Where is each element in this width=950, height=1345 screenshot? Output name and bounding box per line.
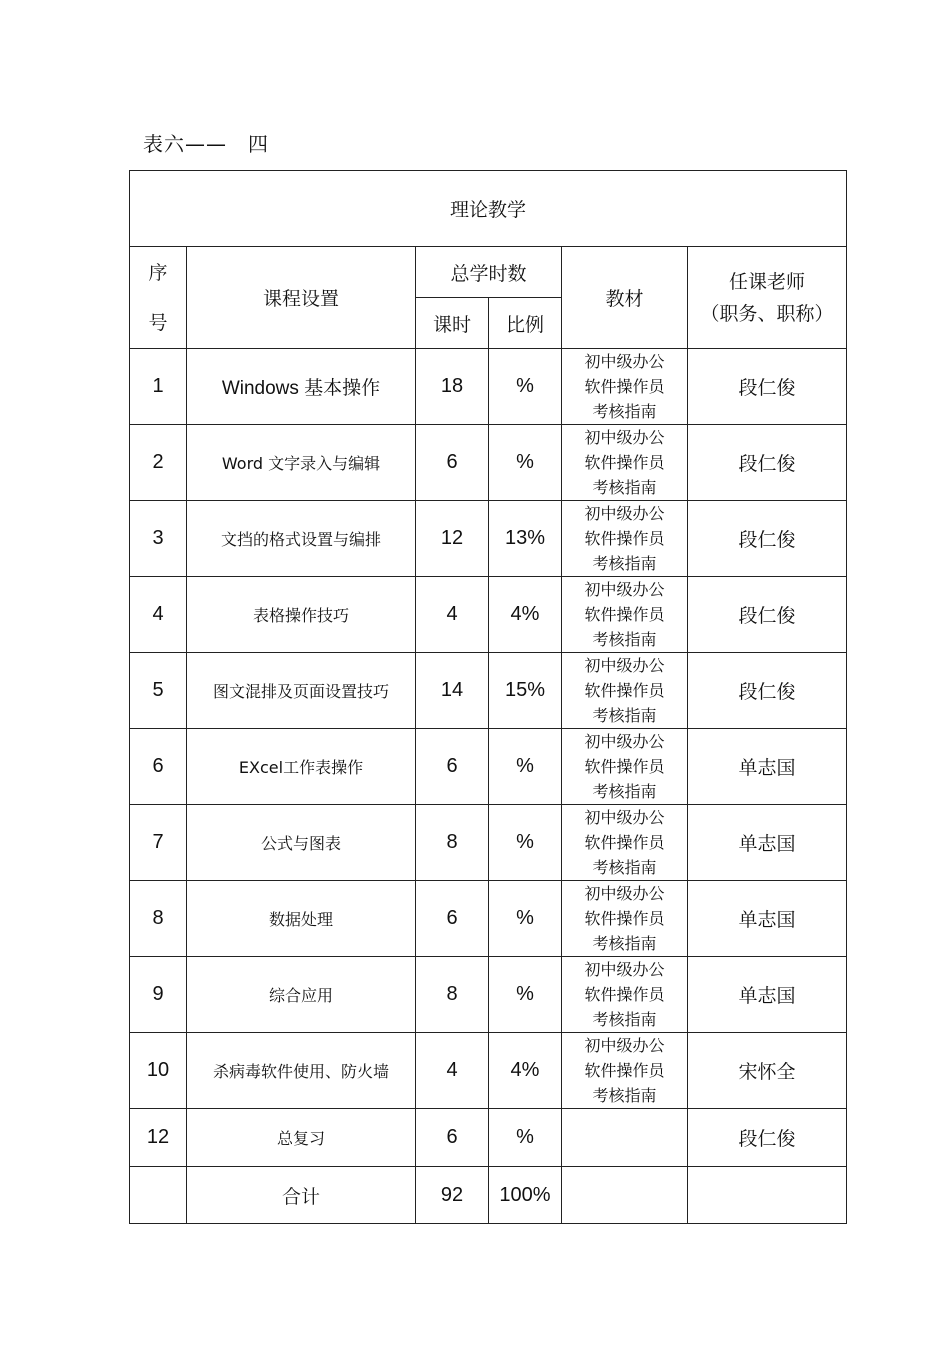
row-teacher: 段仁俊 [688, 501, 847, 577]
row-seq: 3 [130, 501, 187, 577]
row-teacher: 段仁俊 [688, 425, 847, 501]
row-ratio: 13% [489, 501, 562, 577]
row-ratio: % [489, 881, 562, 957]
textbook-line: 初中级办公 [584, 428, 665, 447]
total-seq [130, 1167, 187, 1224]
row-seq: 5 [130, 653, 187, 729]
row-ratio: % [489, 729, 562, 805]
total-ratio: 100% [489, 1167, 562, 1224]
row-hours: 18 [416, 349, 489, 425]
textbook-line: 初中级办公 [584, 808, 665, 827]
band-title: 理论教学 [130, 171, 847, 247]
table-row [130, 805, 847, 881]
row-textbook [562, 577, 688, 653]
row-teacher: 单志国 [688, 729, 847, 805]
row-ratio: 15% [489, 653, 562, 729]
row-textbook [562, 881, 688, 957]
textbook-line: 初中级办公 [584, 960, 665, 979]
row-textbook [562, 729, 688, 805]
header-teacher-line2: （职务、职称） [700, 302, 834, 325]
row-teacher: 单志国 [688, 957, 847, 1033]
row-hours: 12 [416, 501, 489, 577]
textbook-line: 考核指南 [592, 554, 657, 573]
row-ratio: 4% [489, 577, 562, 653]
textbook-line: 软件操作员 [584, 377, 665, 396]
row-textbook [562, 1033, 688, 1109]
row-ratio: % [489, 425, 562, 501]
table-row [130, 957, 847, 1033]
table-row [130, 349, 847, 425]
row-course: 图文混排及页面设置技巧 [187, 653, 416, 729]
row-textbook [562, 501, 688, 577]
row-ratio: % [489, 349, 562, 425]
total-row [130, 1167, 847, 1224]
textbook-line: 软件操作员 [584, 909, 665, 928]
table-caption: 表六—— 四 [143, 132, 269, 156]
row-hours: 8 [416, 805, 489, 881]
row-seq: 10 [130, 1033, 187, 1109]
row-course: 总复习 [187, 1109, 416, 1167]
table-row [130, 501, 847, 577]
row-seq: 4 [130, 577, 187, 653]
textbook-line: 考核指南 [592, 934, 657, 953]
row-teacher: 宋怀全 [688, 1033, 847, 1109]
textbook-line: 初中级办公 [584, 580, 665, 599]
table-row [130, 653, 847, 729]
header-seq-line1: 序 [148, 261, 168, 284]
row-seq: 6 [130, 729, 187, 805]
header-class-hours: 课时 [416, 298, 489, 349]
textbook-line: 初中级办公 [584, 656, 665, 675]
textbook-line: 初中级办公 [584, 884, 665, 903]
course-table [129, 170, 847, 1224]
row-hours: 14 [416, 653, 489, 729]
row-hours: 4 [416, 577, 489, 653]
row-hours: 6 [416, 1109, 489, 1167]
row-ratio: % [489, 957, 562, 1033]
row-course: Word 文字录入与编辑 [187, 425, 416, 501]
row-course: 公式与图表 [187, 805, 416, 881]
row-hours: 6 [416, 425, 489, 501]
table-row [130, 425, 847, 501]
header-seq [130, 247, 187, 349]
total-hours: 92 [416, 1167, 489, 1224]
row-teacher: 段仁俊 [688, 349, 847, 425]
row-textbook [562, 805, 688, 881]
row-textbook [562, 349, 688, 425]
row-teacher: 单志国 [688, 881, 847, 957]
textbook-line: 考核指南 [592, 706, 657, 725]
row-textbook [562, 425, 688, 501]
textbook-line: 软件操作员 [584, 529, 665, 548]
row-ratio: 4% [489, 1033, 562, 1109]
row-seq: 2 [130, 425, 187, 501]
table-row [130, 1033, 847, 1109]
row-course: 数据处理 [187, 881, 416, 957]
row-hours: 6 [416, 729, 489, 805]
row-textbook [562, 653, 688, 729]
row-teacher: 单志国 [688, 805, 847, 881]
textbook-line: 软件操作员 [584, 985, 665, 1004]
textbook-line: 考核指南 [592, 858, 657, 877]
textbook-line: 初中级办公 [584, 732, 665, 751]
textbook-line: 软件操作员 [584, 453, 665, 472]
textbook-line: 软件操作员 [584, 605, 665, 624]
total-textbook [562, 1167, 688, 1224]
header-seq-line2: 号 [148, 311, 168, 334]
row-ratio: % [489, 805, 562, 881]
row-course: 综合应用 [187, 957, 416, 1033]
textbook-line: 考核指南 [592, 630, 657, 649]
textbook-line: 考核指南 [592, 1086, 657, 1105]
header-course: 课程设置 [187, 247, 416, 349]
row-textbook [562, 957, 688, 1033]
row-seq: 7 [130, 805, 187, 881]
row-hours: 6 [416, 881, 489, 957]
header-teacher-line1: 任课老师 [729, 270, 806, 293]
header-ratio: 比例 [489, 298, 562, 349]
row-teacher: 段仁俊 [688, 577, 847, 653]
row-course: 文挡的格式设置与编排 [187, 501, 416, 577]
row-ratio: % [489, 1109, 562, 1167]
header-textbook: 教材 [562, 247, 688, 349]
row-seq: 8 [130, 881, 187, 957]
textbook-line: 初中级办公 [584, 504, 665, 523]
row-course: 杀病毒软件使用、防火墙 [187, 1033, 416, 1109]
total-label: 合计 [187, 1167, 416, 1224]
row-teacher: 段仁俊 [688, 653, 847, 729]
row-hours: 8 [416, 957, 489, 1033]
row-teacher: 段仁俊 [688, 1109, 847, 1167]
textbook-line: 软件操作员 [584, 757, 665, 776]
total-teacher [688, 1167, 847, 1224]
textbook-line: 考核指南 [592, 782, 657, 801]
textbook-line: 考核指南 [592, 478, 657, 497]
row-seq: 12 [130, 1109, 187, 1167]
row-course: EXcel工作表操作 [187, 729, 416, 805]
textbook-line: 考核指南 [592, 1010, 657, 1029]
row-course: 表格操作技巧 [187, 577, 416, 653]
table-row [130, 881, 847, 957]
textbook-line: 初中级办公 [584, 1036, 665, 1055]
textbook-line: 初中级办公 [584, 352, 665, 371]
header-total-hours: 总学时数 [416, 247, 562, 298]
table-row [130, 1109, 847, 1167]
row-seq: 9 [130, 957, 187, 1033]
textbook-line: 软件操作员 [584, 833, 665, 852]
textbook-line: 考核指南 [592, 402, 657, 421]
row-textbook [562, 1109, 688, 1167]
table-row [130, 729, 847, 805]
row-seq: 1 [130, 349, 187, 425]
textbook-line: 软件操作员 [584, 681, 665, 700]
row-hours: 4 [416, 1033, 489, 1109]
table-row [130, 577, 847, 653]
textbook-line: 软件操作员 [584, 1061, 665, 1080]
header-teacher [688, 247, 847, 349]
row-course: Windows 基本操作 [187, 349, 416, 425]
table-body [130, 349, 847, 1167]
